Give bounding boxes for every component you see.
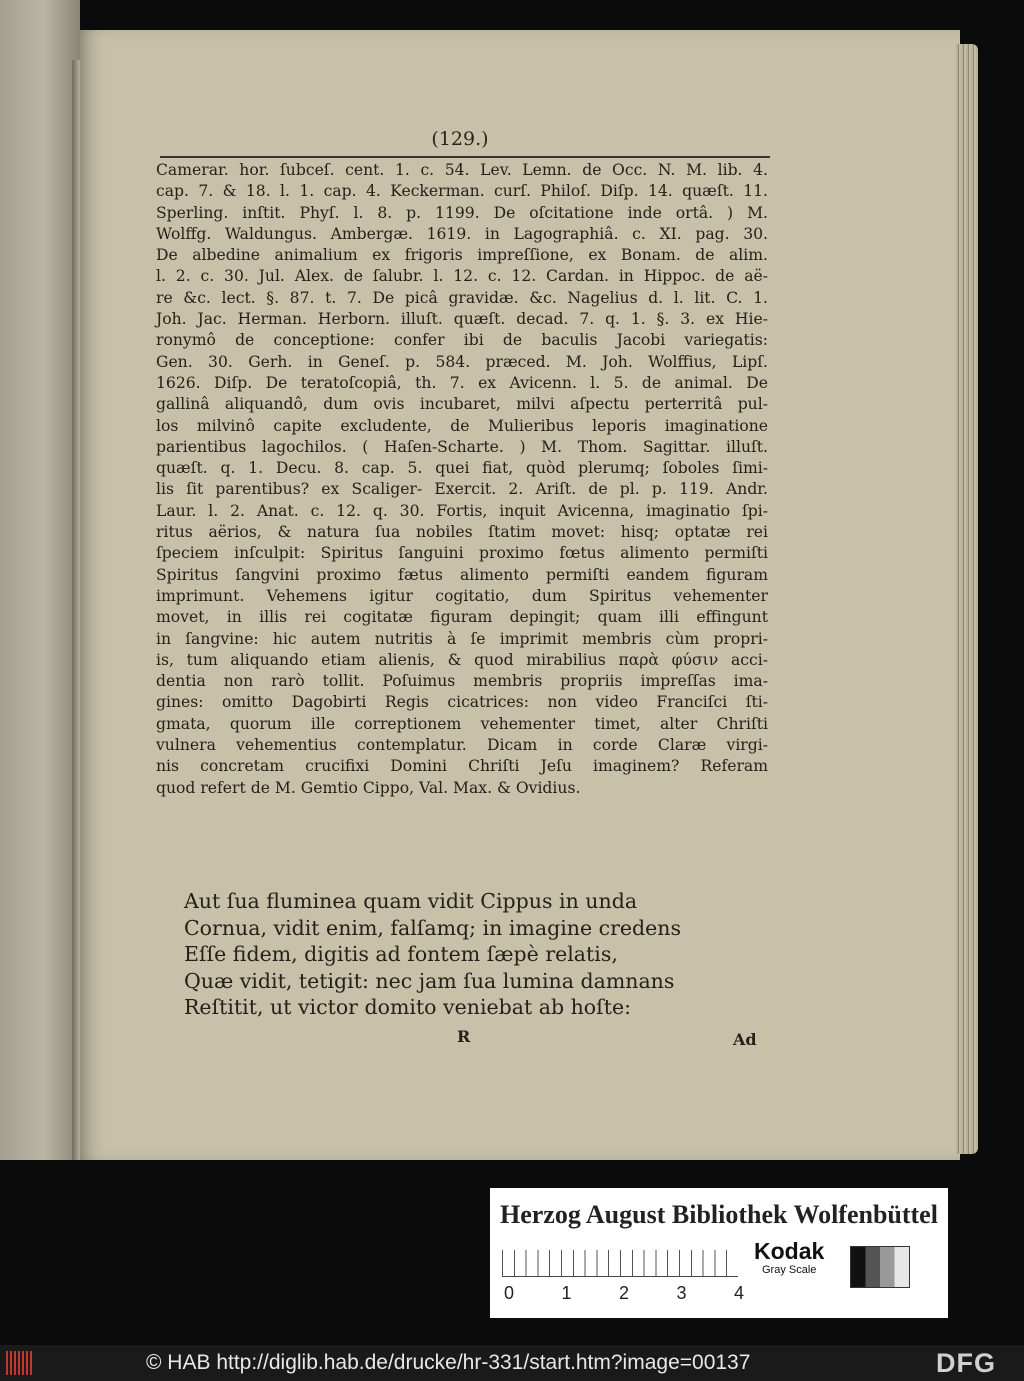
text-line: ronymô de conceptione: confer ibi de baculis Jacobi variegatis: — [156, 331, 768, 350]
ruler-number: 3 — [676, 1283, 687, 1303]
text-line: lis ſit parentibus? ex Scaliger- Exercit. 2. Ariſt. de pl. p. 119. Andr. — [156, 480, 768, 499]
text-line: los milvinô capite excludente, de Mulieribus leporis imaginatione — [156, 416, 768, 435]
page-header: (129.) — [431, 128, 489, 150]
ruler-number: 2 — [618, 1283, 629, 1303]
footer-bar — [0, 1345, 1024, 1381]
catchword: Ad — [733, 1030, 757, 1049]
ruler-scale — [502, 1250, 738, 1277]
text-line: is, tum aliquando etiam alienis, & quod mirabilius παρὰ φύσιν acci- — [156, 650, 768, 669]
text-line: 1626. Diſp. De teratoſcopiâ, th. 7. ex Avicenn. l. 5. de animal. De — [156, 373, 768, 392]
text-line: parientibus lagochilos. ( Haſen-Scharte. ) M. Thom. Sagittar. illuſt. — [156, 437, 768, 456]
text-line: vulnera vehementius contemplatur. Dicam in corde Claræ virgi- — [156, 736, 768, 755]
dfg-logo: DFG — [936, 1348, 996, 1378]
header-rule — [160, 156, 770, 158]
facing-page-edge — [0, 0, 80, 1160]
text-line: gines: omitto Dagobirti Regis cicatrices: non video Franciſci ſti- — [156, 693, 768, 712]
text-line: movet, in illis rei cogitatæ figuram depingit; quam illi effingunt — [156, 608, 768, 627]
text-line: Spiritus ſangvini proximo fætus alimento permiſti eandem figuram — [156, 565, 768, 584]
gray-scale-patch — [850, 1246, 910, 1288]
gray-scale-label: Gray Scale — [762, 1264, 817, 1276]
library-name: Herzog August Bibliothek Wolfenbüttel — [500, 1200, 938, 1229]
text-line: cap. 7. & 18. l. 1. cap. 4. Keckerman. curſ. Philoſ. Diſp. 14. quæſt. 11. — [156, 182, 768, 201]
text-line: dentia non rarò tollit. Poſuimus membris propriis impreſſas ima- — [156, 672, 768, 691]
text-line: De albedine animalium ex frigoris impreſſione, ex Bonam. de alim. — [156, 246, 768, 265]
ruler-numbers — [504, 1283, 744, 1304]
verse-line: Eſſe fidem, digitis ad fontem ſæpè relatis, — [184, 942, 618, 966]
text-line: re &c. lect. §. 87. t. 7. De picâ gravidæ. &c. Nagelius d. l. lit. C. 1. — [156, 288, 768, 307]
text-line: Laur. l. 2. Anat. c. 12. q. 30. Fortis, inquit Avicenna, imaginatio ſpi- — [156, 501, 768, 520]
verse-line: Aut ſua fluminea quam vidit Cippus in unda — [184, 889, 638, 913]
verse-quotation — [184, 888, 784, 1021]
text-line: l. 2. c. 30. Jul. Alex. de ſalubr. l. 12. c. 12. Cardan. in Hippoc. de aë- — [156, 267, 768, 286]
text-line: Wolffg. Waldungus. Ambergæ. 1619. in Lagographiâ. c. XI. pag. 30. — [156, 224, 768, 243]
text-line: gmata, quorum ille correptionem vehementer timet, alter Chriſti — [156, 714, 768, 733]
body-text — [156, 160, 768, 799]
barcode-icon — [6, 1351, 34, 1375]
page-stack-edges — [956, 44, 978, 1154]
copyright-link[interactable]: © HAB http://diglib.hab.de/drucke/hr-331/start.htm?image=00137 — [146, 1351, 751, 1374]
text-line: Gen. 30. Gerh. in Geneſ. p. 584. præced. M. Joh. Wolffius, Lipſ. — [156, 352, 768, 371]
text-line: in ſangvine: hic autem nutritis à ſe imprimit membris cùm propri- — [156, 629, 768, 648]
text-line: Camerar. hor. ſubceſ. cent. 1. c. 54. Lev. Lemn. de Occ. N. M. lib. 4. — [156, 161, 768, 179]
ruler-number: 4 — [733, 1283, 744, 1303]
verse-line: Reſtitit, ut victor domito veniebat ab hoſte: — [184, 995, 632, 1019]
ruler-number: 1 — [561, 1283, 572, 1303]
text-line: ſpeciem inſculpit: Spiritus ſanguini proximo fœtus alimento permiſti — [156, 544, 768, 563]
kodak-logo: Kodak — [754, 1238, 825, 1264]
text-line: imprimunt. Vehemens igitur cogitatio, dum Spiritus vehementer — [156, 586, 768, 605]
library-color-card — [490, 1188, 948, 1318]
verse-line: Quæ vidit, tetigit: nec jam ſua lumina damnans — [184, 968, 675, 993]
text-line: ritus aërios, & natura ſua nobiles ſtatim movet: hisq; optatæ rei — [156, 523, 768, 542]
text-line: quod refert de M. Gemtio Cippo, Val. Max. & Ovidius. — [156, 778, 581, 797]
text-line: Sperling. inſtit. Phyſ. l. 8. p. 1199. De oſcitatione inde ortâ. ) M. — [156, 203, 768, 222]
verse-line: Cornua, vidit enim, falſamq; in imagine credens — [184, 915, 681, 940]
text-line: gallinâ aliquandô, dum ovis incubaret, milvi aſpectu perterritâ pul- — [156, 395, 768, 414]
ruler-number: 0 — [504, 1283, 515, 1303]
text-line: quæſt. q. 1. Decu. 8. cap. 5. quei fiat, quòd plerumq; ſoboles ſimi- — [156, 459, 768, 478]
text-line: nis concretam crucifixi Domini Chriſti Jeſu imaginem? Referam — [156, 757, 768, 776]
signature-mark: R — [457, 1027, 471, 1046]
text-line: Joh. Jac. Herman. Herborn. illuſt. quæſt. decad. 7. q. 1. §. 3. ex Hie- — [156, 310, 768, 329]
